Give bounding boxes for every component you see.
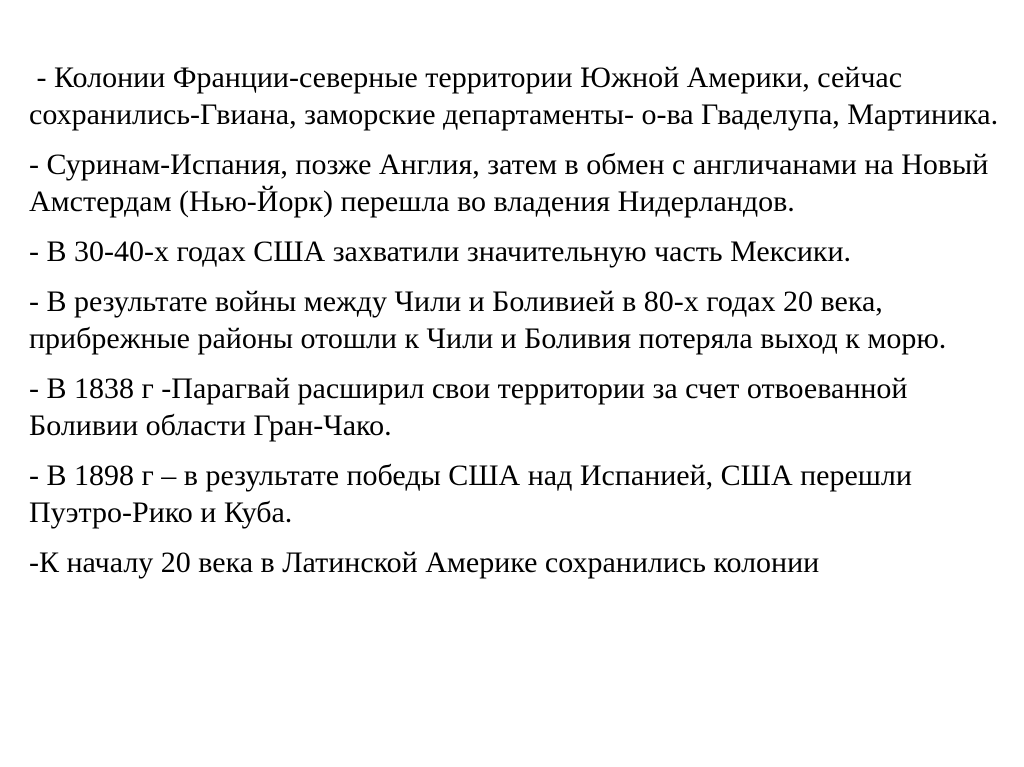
paragraph-usa-spain-1898: - В 1898 г – в результате победы США над Испанией, США перешли Пуэтро-Рико и Куба. [29, 459, 912, 529]
paragraph-suriname: - Суринам-Испания, позже Англия, затем в обмен с англичанами на Новый Амстердам (Нью-Йорк) перешла во владения Нидерландов. [29, 148, 989, 218]
paragraph-france-colonies: - Колонии Франции-северные территории Южной Америки, сейчас сохранились-Гвиана, заморские департаменты- о-ва Гваделупа, Мартиника. [29, 61, 999, 131]
slide-text-body [29, 59, 1014, 581]
paragraph-chile-bolivia-war: - В результате войны между Чили и Боливией в 80-х годах 20 века, прибрежные районы отошли к Чили и Боливия потеряла выход к морю. [29, 285, 947, 355]
paragraph-paraguay-gran-chaco: - В 1838 г -Парагвай расширил свои территории за счет отвоеванной Боливии области Гран-Чако. [29, 372, 908, 442]
paragraph-usa-mexico: - В 30-40-х годах США захватили значительную часть Мексики. [29, 235, 851, 268]
paragraph-remaining-colonies: -К началу 20 века в Латинской Америке сохранились колонии [29, 546, 820, 579]
